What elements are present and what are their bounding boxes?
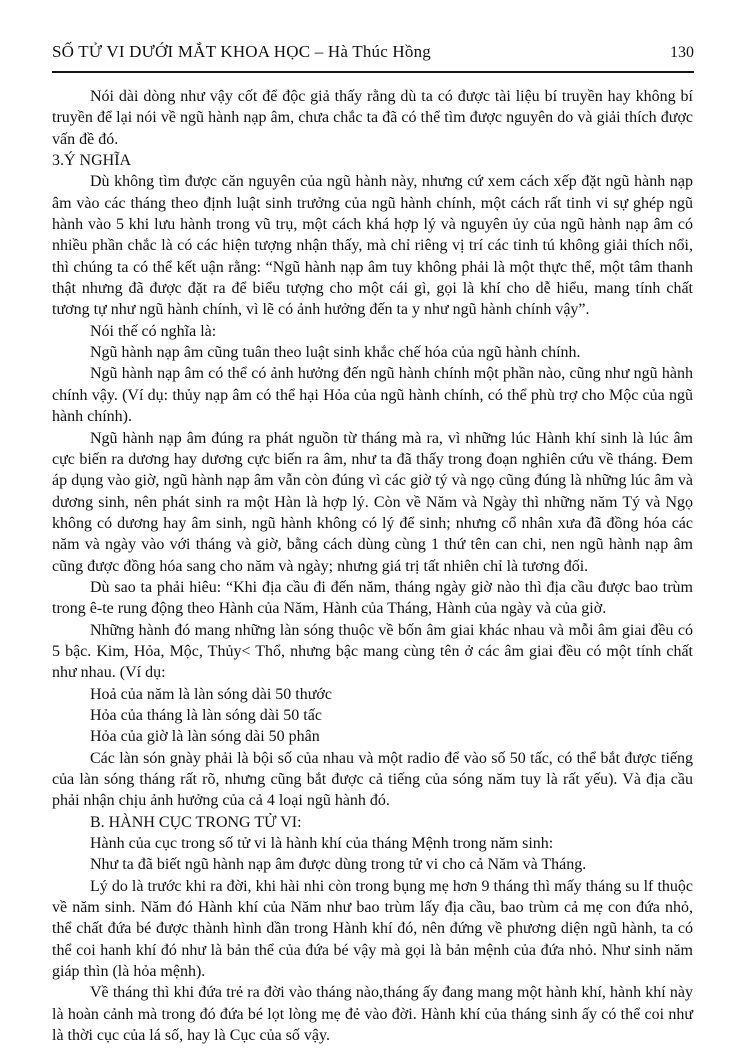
paragraph: Ngũ hành nạp âm có thể có ảnh hưởng đến ngũ hành chính một phần nào, cũng như ngũ hành chính vậy. (Ví dụ: thủy nạp âm có thể hại Hỏa của ngũ hành chính, có thể phù trợ cho Mộc của ngũ hành chính). (52, 365, 693, 426)
paragraph: Các làn són gnày phải là bội số của nhau và một radio để vào số 50 tấc, có thể bắt được tiếng của làn sóng tháng rất rõ, nhưng cũng bắt được cả tiếng của sóng năm tuy là rất yếu). Và địa cầu phải nhận chịu ảnh hưởng của cả 4 loại ngũ hành đó. (52, 749, 693, 810)
section-heading-y-nghia: 3.Ý NGHĨA (52, 152, 132, 170)
body-text (52, 86, 693, 1046)
section-heading-hanh-cuc: B. HÀNH CỤC TRONG TỬ VI: (90, 813, 302, 831)
paragraph: Ngũ hành nạp âm cũng tuân theo luật sinh khắc chế hóa của ngũ hành chính. (90, 344, 581, 362)
paragraph: Ngũ hành nạp âm đúng ra phát nguồn từ tháng mà ra, vì những lúc Hành khí sinh là lúc âm cực biến ra dương hay dương cực biến ra âm, như ta đã thấy trong đoạn nghiên cứu về tháng. Đem áp dụng vào giờ, ngũ hành nạp âm vẫn còn đúng vì các giờ tý và ngọ cũng đúng là những lúc âm và dương sinh, nên phát sinh ra một Hàn là hợp lý. Còn về Năm và Ngày thì những năm Tý và Ngọ không có dương hay âm sinh, ngũ hành không có lý để sinh; nhưng cổ nhân xưa đã đồng hóa các năm và ngày vào với tháng và giờ, bằng cách dùng cùng 1 thứ tên can chi, nen ngũ hành nạp âm cũng được đồng hóa sang cho năm và ngày; nhưng giá trị tất nhiên chỉ là tương đối. (52, 429, 693, 575)
paragraph: Dù không tìm được căn nguyên của ngũ hành này, nhưng cứ xem cách xếp đặt ngũ hành nạp âm vào các tháng theo định luật sinh trưởng của ngũ hành chính, một cách rất tinh vi sự ghép ngũ hành vào 5 khi lưu hành trong vũ trụ, một cách khá hợp lý và nguyên ủy của ngũ hành nạp âm có nhiều phần chắc là có các hiện tượng nhận thấy, mà chỉ riêng vị trí các tinh tú không giải thích nổi, thì chúng ta có thể kết uận rằng: “Ngũ hành nạp âm tuy không phải là một thực thể, một tâm thanh thật nhưng đã được đặt ra để biểu tượng cho một cái gì, gọi là khí cho dễ hiểu, mang tính chất tương tự như ngũ hành chính, vì lẽ có ảnh hưởng đến ta y như ngũ hành chính vậy”. (52, 173, 693, 319)
paragraph: Những hành đó mang những làn sóng thuộc về bốn âm giai khác nhau và mỗi âm giai đều có 5 bậc. Kim, Hỏa, Mộc, Thủy< Thổ, nhưng bậc mang cùng tên ở các âm giai đều có một tính chất như nhau. (Ví dụ: (52, 621, 693, 682)
page-header (52, 42, 694, 73)
paragraph: Như ta đã biết ngũ hành nạp âm được dùng trong tử vi cho cả Năm và Tháng. (90, 856, 587, 874)
paragraph: Nói thế có nghĩa là: (90, 322, 217, 340)
paragraph: Dù sao ta phải hiêu: “Khi địa cầu đi đến năm, tháng ngày giờ nào thì địa cầu được bao trùm trong ê-te rung động theo Hành của Năm, Hành của Tháng, Hành của ngày và của giờ. (52, 578, 693, 618)
example-line: Hỏa của tháng là làn sóng dài 50 tấc (90, 706, 322, 724)
paragraph: Về tháng thì khi đứa trẻ ra đời vào tháng nào,tháng ấy đang mang một hành khí, hành khí này là hoàn cảnh mà trong đó đứa bé lọt lòng mẹ đẻ vào đời. Hành khí của tháng sinh ấy có thể coi như là thời cục của lá số, hay là Cục của số vậy. (52, 984, 693, 1045)
paragraph: Lý do là trước khi ra đời, khi hài nhi còn trong bụng mẹ hơn 9 tháng thì mấy tháng su lf thuộc về năm sinh. Năm đó Hành khí của Năm như bao trùm lấy địa cầu, bao trùm cả mẹ con đứa nhỏ, thể chất đứa bé được thành hình dần trong Hành khí đó, nên đứng về phương diện ngũ hành, ta có thể coi hanh khí đó như là bản thể của đứa bé vậy mà gọi là bản mệnh của đứa nhỏ. Như sinh năm giáp thìn (là hỏa mệnh). (52, 877, 693, 981)
page-number: 130 (670, 44, 694, 61)
running-title: SỐ TỬ VI DƯỚI MẮT KHOA HỌC – Hà Thúc Hồng (52, 42, 431, 61)
paragraph: Nói dài dòng như vậy cốt để độc giả thấy rằng dù ta có được tài liệu bí truyền hay không bí truyền để lại nói về ngũ hành nạp âm, chưa chắc ta đã có thể tìm được nguyên do và giải thích được vấn đề đó. (52, 88, 693, 148)
example-line: Hỏa của giờ là làn sóng dài 50 phân (90, 728, 320, 746)
paragraph: Hành của cục trong số tử vi là hành khí của tháng Mệnh trong năm sinh: (90, 835, 554, 853)
example-line: Hoả của năm là làn sóng dài 50 thước (90, 685, 332, 703)
